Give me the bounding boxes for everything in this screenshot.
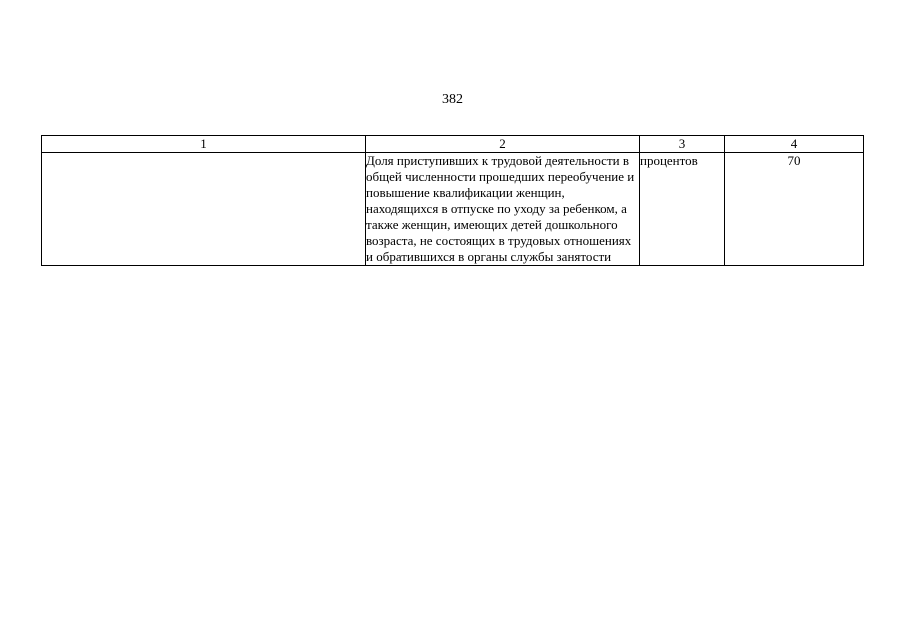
- column-header-3: 3: [640, 136, 725, 153]
- column-header-1: 1: [42, 136, 366, 153]
- row-cell-empty: [42, 153, 366, 266]
- column-header-2: 2: [366, 136, 640, 153]
- table-row: [42, 153, 864, 266]
- indicator-table: [41, 135, 864, 266]
- column-header-4: 4: [725, 136, 864, 153]
- page-number: 382: [442, 92, 463, 107]
- unit-of-measure: процентов: [640, 153, 725, 266]
- indicator-description: Доля приступивших к трудовой деятельности в общей численности прошедших переобучение и повышение квалификации женщин, находящихся в отпуске по уходу за ребенком, а также женщин, имеющих детей дошкольного возраста, не состоящих в трудовых отношениях и обратившихся в органы службы занятости: [366, 153, 640, 266]
- indicator-value: 70: [725, 153, 864, 266]
- table-header-row: [42, 136, 864, 153]
